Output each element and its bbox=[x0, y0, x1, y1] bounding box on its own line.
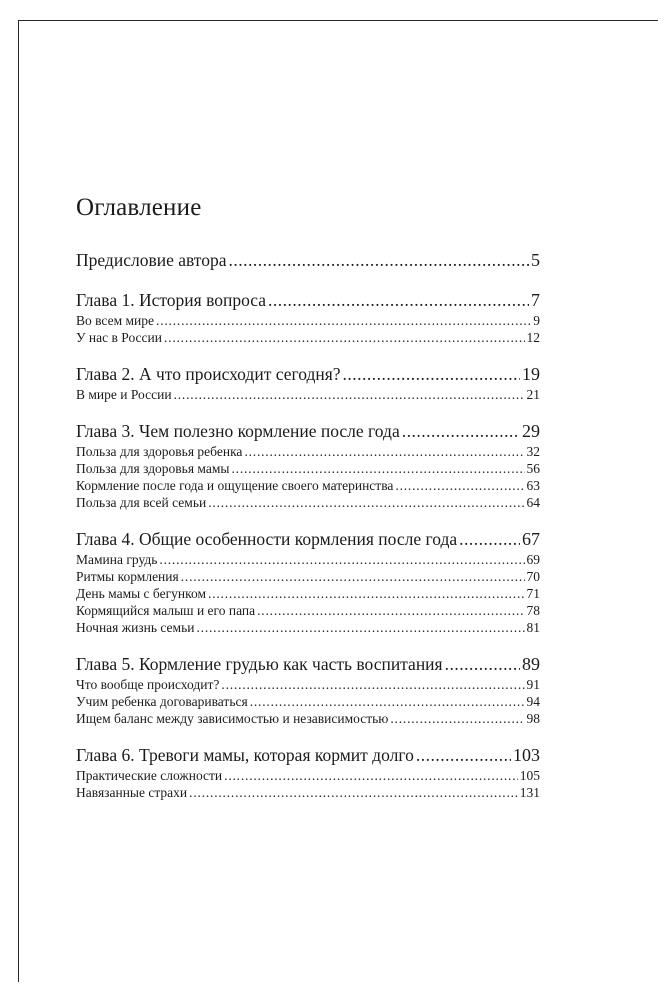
dot-leader bbox=[221, 676, 524, 693]
toc-chapter-entry-label: Глава 2. А что происходит сегодня? bbox=[76, 364, 341, 384]
toc-sub-entry-page-number: 70 bbox=[526, 569, 540, 584]
dot-leader bbox=[268, 288, 529, 312]
toc-chapter-entry bbox=[76, 743, 540, 767]
toc-section bbox=[76, 419, 540, 511]
toc-section bbox=[76, 652, 540, 727]
dot-leader bbox=[164, 329, 525, 346]
toc-chapter-entry-label: Глава 4. Общие особенности кормления после года bbox=[76, 529, 458, 549]
toc-sub-entry-page-number: 94 bbox=[526, 694, 540, 709]
dot-leader bbox=[250, 693, 525, 710]
toc-chapter-entry-label: Глава 3. Чем полезно кормление после года bbox=[76, 421, 400, 441]
toc-chapter-entry-page-number: 7 bbox=[531, 290, 540, 310]
toc-sub-entry bbox=[76, 386, 540, 403]
toc-chapter-entry-page-number: 67 bbox=[522, 529, 540, 549]
toc-sub-entry bbox=[76, 568, 540, 585]
toc-sub-entry-label: Кормление после года и ощущение своего материнства bbox=[76, 478, 394, 493]
toc-chapter-entry-page-number: 89 bbox=[522, 654, 540, 674]
toc-sub-entry-label: У нас в России bbox=[76, 330, 162, 345]
toc-sub-entry-page-number: 56 bbox=[526, 461, 540, 476]
toc-sub-entry-label: Во всем мире bbox=[76, 313, 155, 328]
toc-chapter-entry-page-number: 29 bbox=[522, 421, 540, 441]
dot-leader bbox=[244, 443, 524, 460]
toc-sub-entry bbox=[76, 602, 540, 619]
toc-chapter-entry-label: Глава 6. Тревоги мамы, которая кормит долго bbox=[76, 745, 414, 765]
toc-sub-entry-page-number: 98 bbox=[526, 711, 540, 726]
dot-leader bbox=[343, 362, 520, 386]
toc-sub-entry-label: Навязанные страхи bbox=[76, 785, 188, 800]
dot-leader bbox=[445, 652, 520, 676]
toc-sub-entry-label: Что вообще происходит? bbox=[76, 677, 220, 692]
dot-leader bbox=[257, 602, 524, 619]
toc-sub-entry-page-number: 91 bbox=[526, 677, 540, 692]
toc-sub-entry-label: Ночная жизнь семьи bbox=[76, 620, 195, 635]
dot-leader bbox=[181, 568, 525, 585]
dot-leader bbox=[159, 551, 524, 568]
toc-section bbox=[76, 288, 540, 346]
table-of-contents bbox=[76, 192, 540, 817]
toc-sub-entry-label: Практические сложности bbox=[76, 768, 223, 783]
toc-sub-entry-label: Мамина грудь bbox=[76, 552, 158, 567]
toc-sub-entry-label: Польза для здоровья ребенка bbox=[76, 444, 243, 459]
toc-sub-entry bbox=[76, 676, 540, 693]
dot-leader bbox=[402, 419, 520, 443]
toc-section bbox=[76, 743, 540, 801]
page-border-left bbox=[18, 20, 19, 982]
dot-leader bbox=[208, 494, 524, 511]
toc-section bbox=[76, 248, 540, 272]
dot-leader bbox=[229, 248, 530, 272]
toc-sub-entry-label: День мамы с бегунком bbox=[76, 586, 207, 601]
dot-leader bbox=[196, 619, 524, 636]
toc-sub-entry bbox=[76, 693, 540, 710]
toc-sub-entry bbox=[76, 477, 540, 494]
toc-sub-entry bbox=[76, 460, 540, 477]
toc-sub-entry-page-number: 81 bbox=[526, 620, 540, 635]
toc-sub-entry bbox=[76, 710, 540, 727]
toc-chapter-entry bbox=[76, 288, 540, 312]
toc-sub-entry bbox=[76, 619, 540, 636]
toc-sub-entry-page-number: 9 bbox=[533, 313, 540, 328]
toc-chapter-entry bbox=[76, 652, 540, 676]
toc-chapter-entry bbox=[76, 362, 540, 386]
toc-sub-entry-page-number: 131 bbox=[519, 785, 540, 800]
toc-sub-entry-label: Ищем баланс между зависимостью и независимостью bbox=[76, 711, 389, 726]
toc-sub-entry-label: Польза для здоровья мамы bbox=[76, 461, 230, 476]
toc-sub-entry-label: Ритмы кормления bbox=[76, 569, 179, 584]
toc-sub-entry-page-number: 69 bbox=[526, 552, 540, 567]
toc-chapter-entry-page-number: 19 bbox=[522, 364, 540, 384]
toc-chapter-entry-label: Глава 1. История вопроса bbox=[76, 290, 267, 310]
dot-leader bbox=[208, 585, 524, 602]
toc-sub-entry-page-number: 32 bbox=[526, 444, 540, 459]
toc-sub-entry-label: Кормящийся малыш и его папа bbox=[76, 603, 256, 618]
toc-sub-entry bbox=[76, 494, 540, 511]
toc-sub-entry-page-number: 71 bbox=[526, 586, 540, 601]
toc-sub-entry-label: Учим ребенка договариваться bbox=[76, 694, 248, 709]
toc-sub-entry-page-number: 105 bbox=[519, 768, 540, 783]
toc-sub-entry-page-number: 12 bbox=[526, 330, 540, 345]
toc-section bbox=[76, 527, 540, 636]
toc-sub-entry bbox=[76, 551, 540, 568]
toc-sub-entry-page-number: 21 bbox=[526, 387, 540, 402]
toc-sub-entry-label: В мире и России bbox=[76, 387, 172, 402]
toc-sub-entry bbox=[76, 312, 540, 329]
dot-leader bbox=[390, 710, 524, 727]
toc-sections bbox=[76, 248, 540, 801]
toc-sub-entry bbox=[76, 585, 540, 602]
toc-sub-entry bbox=[76, 767, 540, 784]
toc-sub-entry-page-number: 63 bbox=[526, 478, 540, 493]
toc-section bbox=[76, 362, 540, 403]
dot-leader bbox=[395, 477, 524, 494]
dot-leader bbox=[231, 460, 524, 477]
toc-sub-entry-page-number: 78 bbox=[526, 603, 540, 618]
toc-chapter-entry-label: Предисловие автора bbox=[76, 250, 227, 270]
toc-chapter-entry-label: Глава 5. Кормление грудью как часть воспитания bbox=[76, 654, 443, 674]
dot-leader bbox=[174, 386, 525, 403]
toc-sub-entry bbox=[76, 443, 540, 460]
toc-sub-entry bbox=[76, 784, 540, 801]
dot-leader bbox=[189, 784, 518, 801]
page-border-top bbox=[18, 20, 658, 21]
toc-chapter-entry bbox=[76, 419, 540, 443]
toc-chapter-entry bbox=[76, 527, 540, 551]
dot-leader bbox=[156, 312, 531, 329]
toc-sub-entry bbox=[76, 329, 540, 346]
toc-chapter-entry-page-number: 5 bbox=[531, 250, 540, 270]
dot-leader bbox=[224, 767, 518, 784]
toc-sub-entry-label: Польза для всей семьи bbox=[76, 495, 207, 510]
toc-sub-entry-page-number: 64 bbox=[526, 495, 540, 510]
toc-title: Оглавление bbox=[76, 194, 202, 221]
toc-chapter-entry bbox=[76, 248, 540, 272]
toc-chapter-entry-page-number: 103 bbox=[513, 745, 540, 765]
dot-leader bbox=[416, 743, 511, 767]
dot-leader bbox=[459, 527, 520, 551]
